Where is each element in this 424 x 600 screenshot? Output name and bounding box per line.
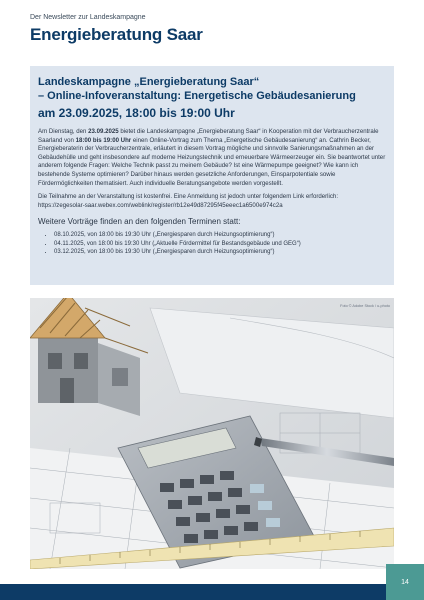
- further-talks-list: [38, 231, 386, 256]
- page-number: 14: [386, 564, 424, 600]
- talk-item: • 03.12.2025, von 18:00 bis 19:30 Uhr („Energiesparen durch Heizungsoptimierung“): [54, 248, 386, 256]
- body-date: 23.09.2025: [88, 128, 119, 135]
- registration-link[interactable]: https://zegesolar-saar.webex.com/weblink/register/rb12e49d87295f45eeec1a6500e974c2a: [38, 201, 283, 209]
- registration-block: [38, 193, 386, 210]
- talk-item: • 04.11.2025, von 18:00 bis 19:30 Uhr („Aktuelle Fördermittel für Bestandsgebäude und GEG“): [54, 240, 386, 248]
- event-title-line2: – Online-Infoveranstaltung: Energetische Gebäudesanierung: [38, 89, 356, 102]
- body-mid: bietet die Landeskampagne „Energieberatung Saar“ in Kooperation mit der Verbraucherzentrale Saarland von: [38, 128, 379, 144]
- newsletter-kicker: Der Newsletter zur Landeskampagne: [30, 14, 146, 21]
- body-intro: Am Dienstag, den: [38, 128, 89, 135]
- further-talks-heading: Weitere Vorträge finden an den folgenden Terminen statt:: [38, 217, 241, 227]
- event-date: am 23.09.2025, 18:00 bis 19:00 Uhr: [38, 106, 235, 120]
- house-calculator-photo: [30, 298, 394, 569]
- body-rest: einen Online-Vortrag zum Thema „Energetische Gebäudesanierung“ an. Cathrin Becker, Energieberaterin der Verbraucherzentrale, erläutert in diesem Vortrag mögliche und sinnvolle Sanierungsmaßnahmen an der Gebäudehülle und geht insbesondere auf moderne Heizungstechnik und erneuerbare Wärmeerzeuger ein. Sie beantwortet unter anderem folgende Fragen: Welche Technik passt zu meinem Gebäude? Ist eine Wärmepumpe geeignet? Wie kann ich bestehende Systeme optimieren? Darüber hinaus werden gesetzliche Anforderungen, Einsparpotentiale sowie Fördermöglichkeiten thematisiert. Auch individuelle Beratungsangebote werden vorgestellt.: [38, 136, 386, 187]
- talk-item: • 08.10.2025, von 18:00 bis 19:30 Uhr („Energiesparen durch Heizungsoptimierung“): [54, 231, 386, 239]
- registration-text: Die Teilnahme an der Veranstaltung ist kostenfrei. Eine Anmeldung ist jedoch unter folgendem Link erforderlich:: [38, 193, 339, 201]
- body-time: 18:00 bis 19:00 Uhr: [75, 136, 132, 144]
- event-title: [38, 76, 386, 103]
- event-title-line1: Landeskampagne „Energieberatung Saar“: [38, 76, 260, 88]
- event-description: [38, 128, 386, 188]
- photo-credit: Foto © Adobe Stock / u-photo: [340, 304, 390, 308]
- newsletter-title: Energieberatung Saar: [30, 25, 203, 44]
- footer-bar: [0, 584, 424, 600]
- event-infobox: [30, 66, 394, 285]
- photo-illustration: [30, 298, 394, 569]
